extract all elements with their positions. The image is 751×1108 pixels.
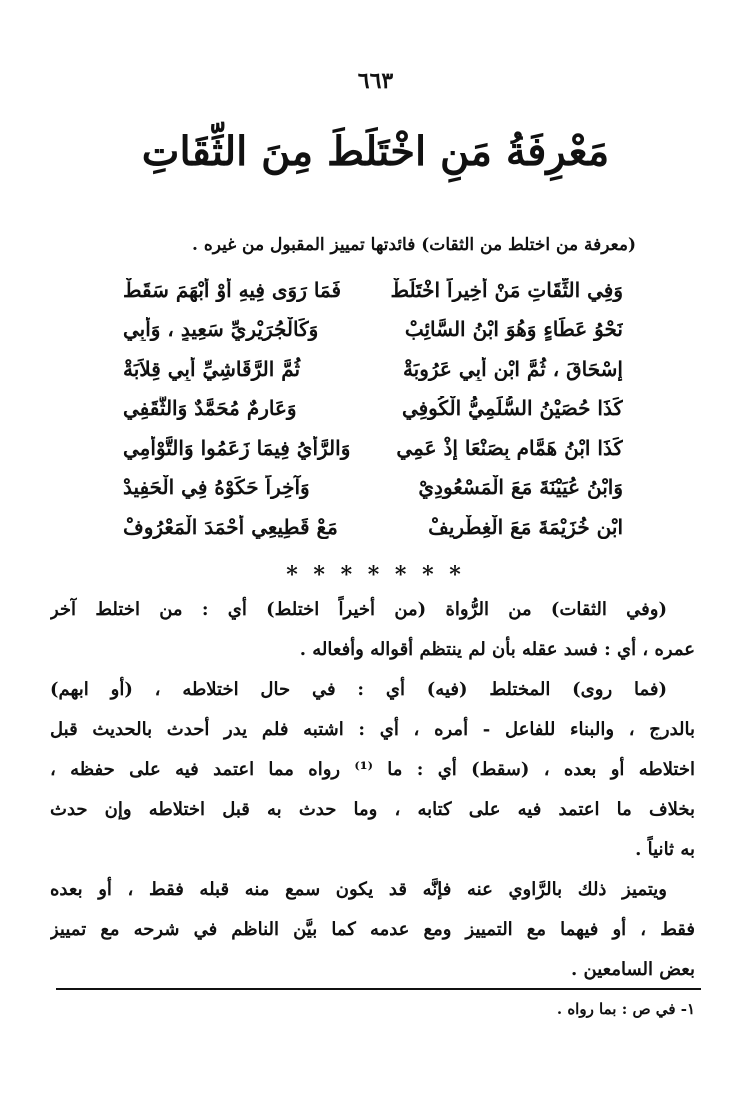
commentary-line: بعض السامعين .: [570, 959, 695, 980]
verse-first-hemistich: كَذَا حُصَيْنُ السُّلَمِيُّ الْكُوفِي: [401, 396, 623, 421]
verse-first-hemistich: كَذَا ابْنُ هَمَّامٍ بِصَنْعَا إِذْ عَمِي: [396, 435, 623, 460]
commentary-line: (وفي الثقات) من الرُّواة (من أخيراً اختلط) أي : من اختلط آخر: [50, 599, 667, 620]
footnote-separator: [56, 988, 701, 990]
verse-first-hemistich: نَحْوُ عَطَاءٍ وَهُوَ ابْنُ السَّائِبْ: [404, 317, 623, 342]
commentary-line: به ثانياً .: [635, 839, 695, 860]
verse-second-hemistich: وَالرَّأْيُ فِيمَا زَعَمُوا وَالتَّوْأَمِي: [123, 435, 351, 460]
poem-verse: [123, 349, 623, 389]
verse-second-hemistich: وَآخِراً حَكَوْهُ فِي الْحَفِيدْ: [123, 475, 310, 500]
commentary-line: بالدرج ، والبناء للفاعل - أمره ، أي : اشتبه فلم يدر أحدث بالحديث قبل: [50, 719, 695, 740]
chapter-intro: (معرفة من اختلط من الثقات) فائدتها تمييز المقبول من غيره .: [191, 235, 636, 255]
commentary-line: بخلاف ما اعتمد فيه على كتابه ، وما حدث به قبل اختلاطه وإن حدث: [50, 799, 695, 820]
verse-first-hemistich: إِسْحَاقَ ، ثُمَّ ابْنِ أَبِي عَرُوبَةْ: [402, 356, 623, 381]
verse-first-hemistich: وَابْنُ عُيَيْنَةَ مَعَ الْمَسْعُودِيْ: [418, 475, 623, 500]
verse-second-hemistich: وَكَالْجُرَيْرِيِّ سَعِيدٍ ، وَأَبِي: [123, 317, 319, 342]
poem-verse: [123, 310, 623, 350]
commentary-body: [50, 590, 695, 990]
chapter-title: مَعْرِفَةُ مَنِ اخْتَلَطَ مِنَ الثِّقَاتِ: [141, 128, 610, 175]
page-number: ٦٦٣: [357, 68, 394, 94]
poem-verse: [123, 428, 623, 468]
commentary-line: (فما روى) المختلط (فيه) أي : في حال اختلاطه ، (أو ابهم): [50, 679, 667, 700]
commentary-line: فقط ، أو فيهما مع التمييز ومع عدمه كما بيَّن الناظم في شرحه مع تمييز: [50, 919, 695, 940]
poem-verse: [123, 507, 623, 547]
poem-verse: [123, 468, 623, 508]
verse-second-hemistich: فَمَا رَوَى فِيهِ أَوْ أَبْهَمَ سَقَطْ: [123, 277, 342, 302]
section-divider-stars: * * * * * * *: [286, 562, 465, 588]
commentary-line: ويتميز ذلك بالرَّاوي عنه فإنَّه قد يكون سمع منه قبله فقط ، أو بعده: [50, 879, 667, 900]
verse-first-hemistich: ابْنِ خُزَيْمَةَ مَعَ الْغِطْرِيفْ: [428, 514, 623, 539]
verse-second-hemistich: وَعَارِمٌ مُحَمَّدٌ وَالثَّقَفِي: [123, 396, 297, 421]
poem-verse: [123, 270, 623, 310]
verse-second-hemistich: ثُمَّ الرَّقَاشِيِّ أَبِي قِلاَبَةْ: [123, 356, 301, 381]
poem-verse: [123, 389, 623, 429]
poem: [123, 270, 623, 547]
verse-second-hemistich: مَعْ قَطِيعِي أَحْمَدَ الْمَعْرُوفْ: [123, 514, 338, 539]
verse-first-hemistich: وَفِي الثِّقَاتِ مَنْ أَخِيراً اخْتَلَطْ: [390, 277, 623, 302]
footnote: ١- في ص : بما رواه .: [556, 1000, 695, 1018]
commentary-line: عمره ، أي : فسد عقله بأن لم ينتظم أقواله وأفعاله .: [299, 639, 695, 660]
commentary-line: اختلاطه أو بعده ، (سقط) أي : ما ⁽¹⁾ رواه مما اعتمد فيه على حفظه ،: [50, 759, 695, 780]
